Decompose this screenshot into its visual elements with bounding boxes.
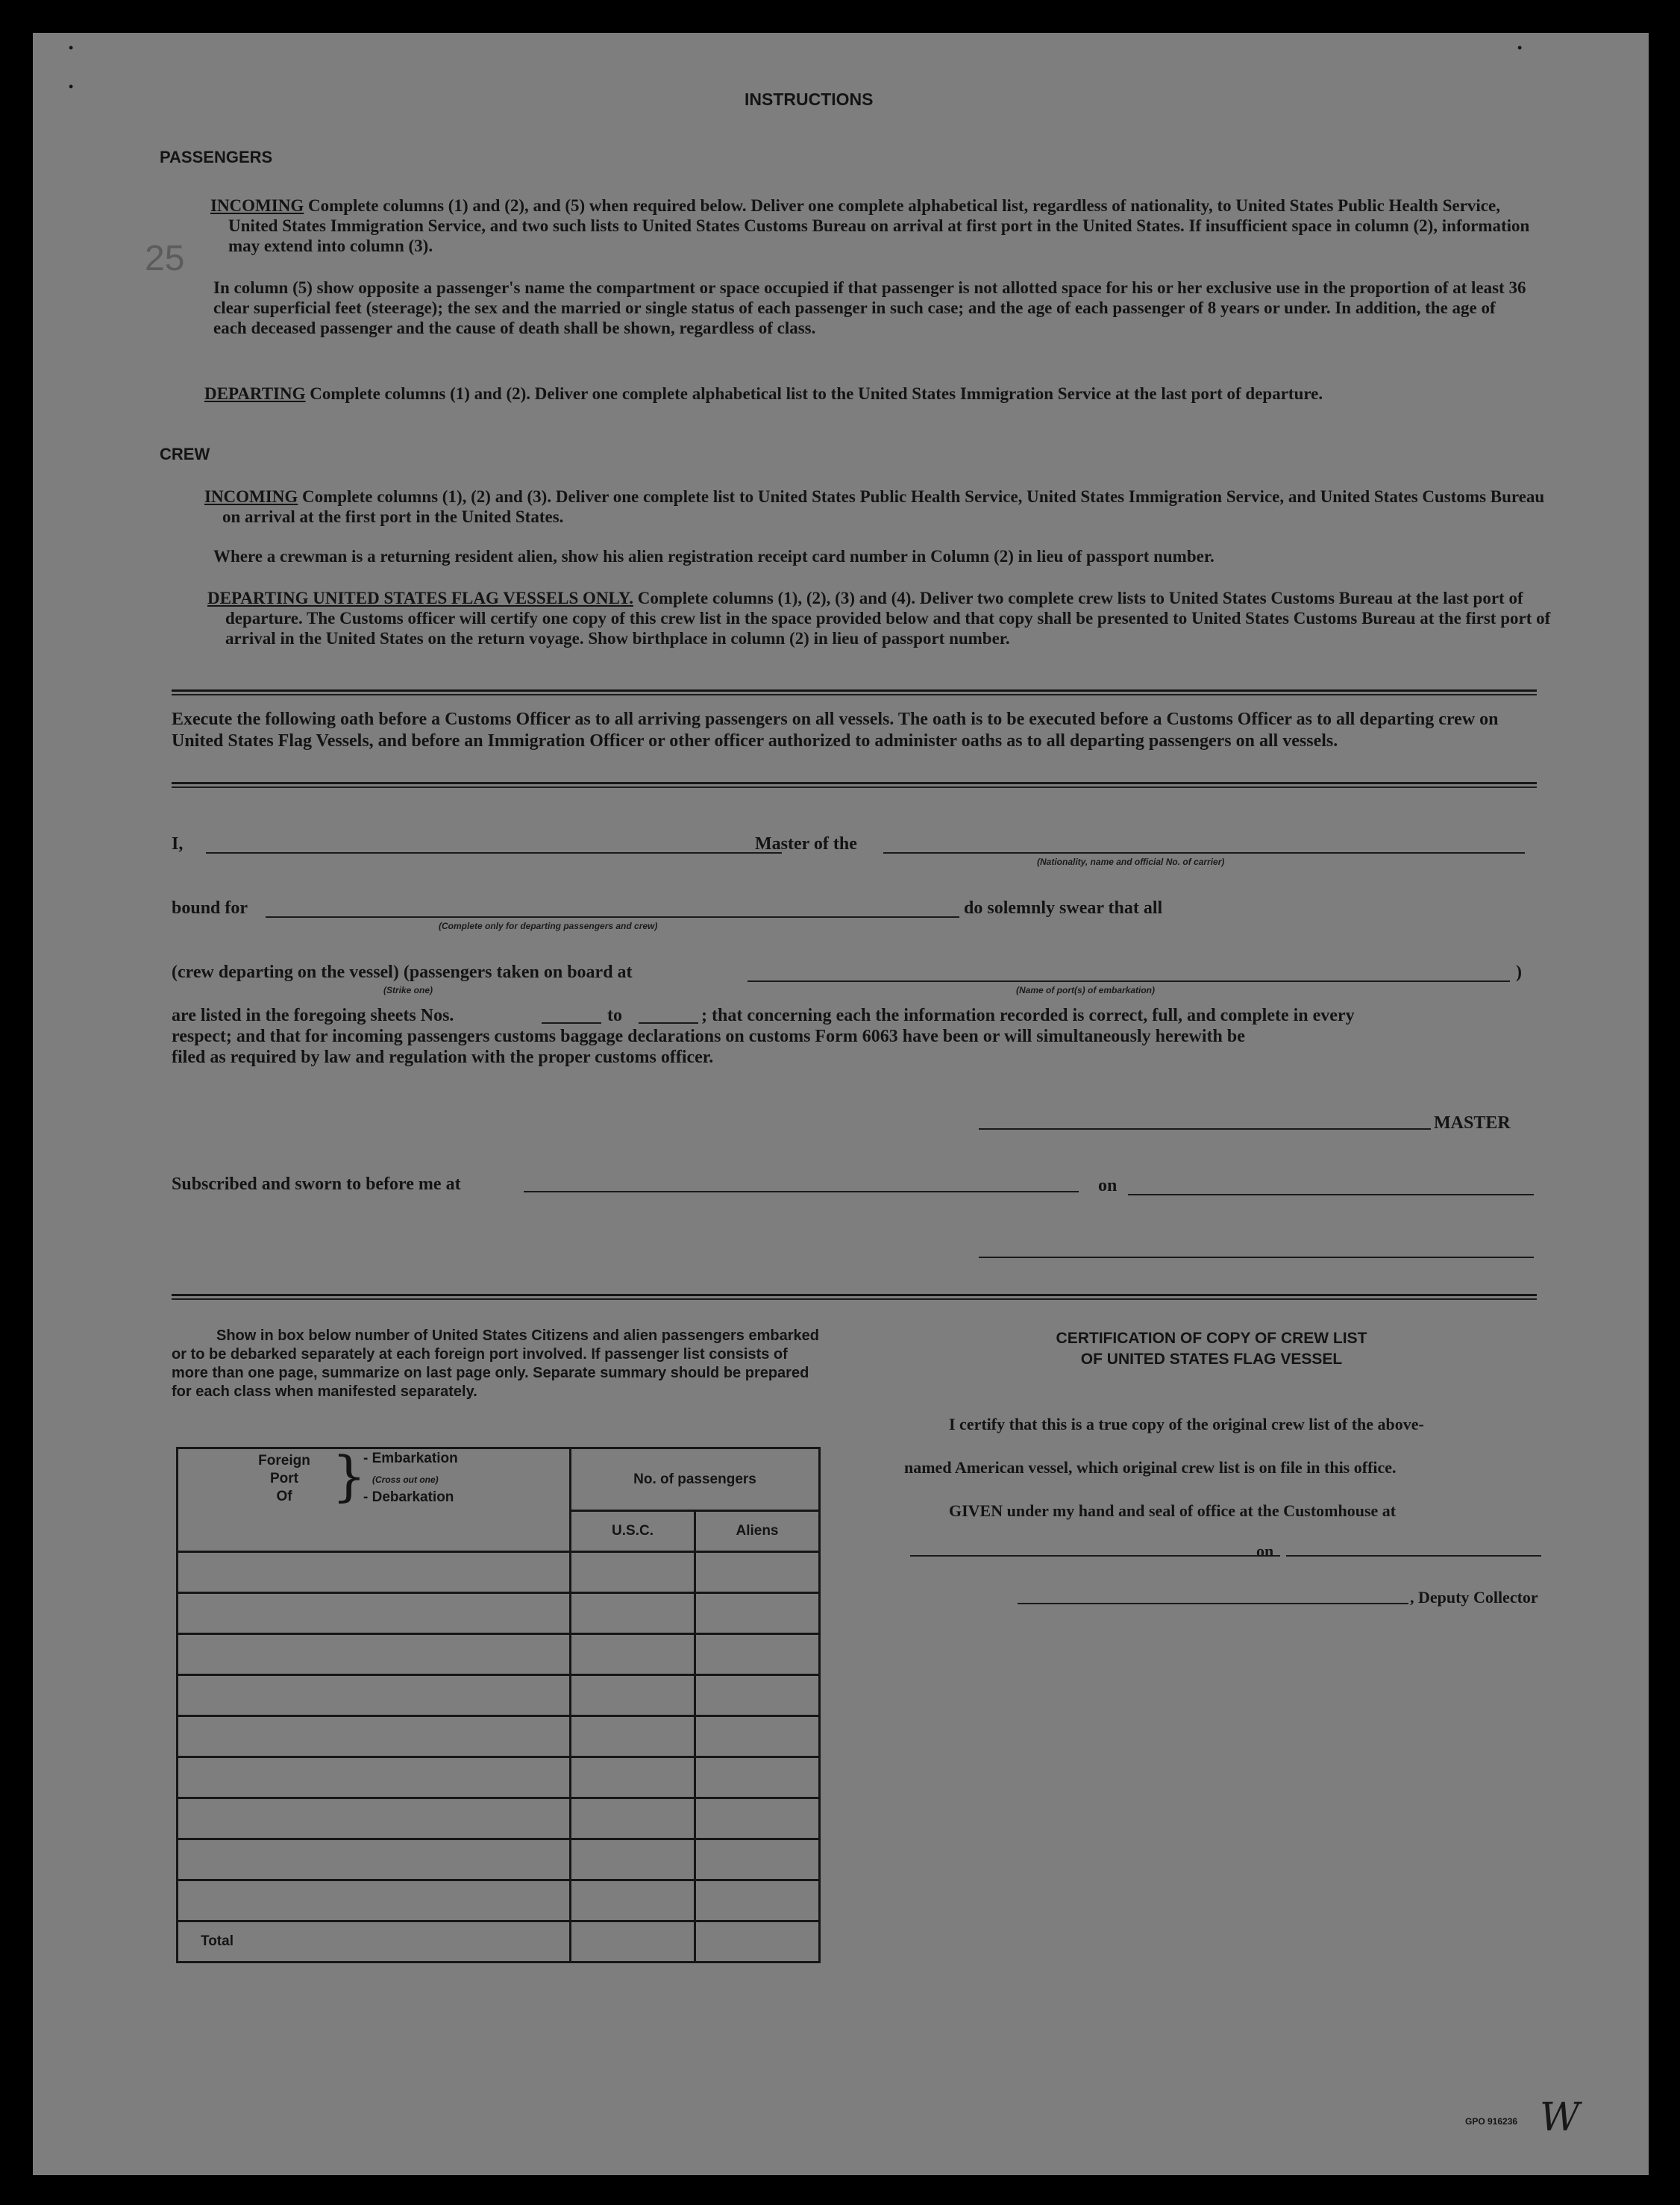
certification-title-line1: CERTIFICATION OF COPY OF CREW LIST (1056, 1330, 1367, 1347)
passengers-incoming (210, 196, 1547, 256)
cross-out-caption: (Cross out one) (372, 1474, 439, 1485)
table-row (178, 1798, 820, 1839)
usc-cell[interactable] (571, 1593, 695, 1634)
ports-caption: (Name of port(s) of embarkation) (1016, 985, 1156, 995)
embarkation-label: - Embarkation (363, 1451, 458, 1466)
sheets-text-start: are listed in the foregoing sheets Nos. (172, 1006, 454, 1025)
port-cell[interactable] (178, 1634, 571, 1675)
subscribed-label: Subscribed and sworn to before me at (172, 1175, 461, 1194)
gpo-footer: GPO 916236 (1465, 2116, 1518, 2127)
passengers-departing-text: Complete columns (1) and (2). Deliver one complete alphabetical list to the United States Immigration Service at the last port of departure. (310, 384, 1323, 403)
table-row (178, 1634, 820, 1675)
carrier-caption: (Nationality, name and official No. of carrier) (1037, 857, 1225, 867)
port-cell[interactable] (178, 1716, 571, 1757)
passengers-column5-note: In column (5) show opposite a passenger's name the compartment or space occupied if that passenger is not allotted space for his or her exclusive use in the proportion of at least 36 clear superficial feet (steerage); the sex and the married or single status of each passenger in such case; and the age of each passenger of 8 years or under. In addition, the age of each deceased passenger and the cause of death shall be shown, regardless of class. (213, 278, 1526, 337)
passengers-incoming-label: INCOMING (210, 196, 304, 215)
port-cell[interactable] (178, 1675, 571, 1716)
bound-for-caption: (Complete only for departing passengers and crew) (439, 921, 658, 931)
usc-cell[interactable] (571, 1716, 695, 1757)
margin-dot: • (69, 79, 74, 94)
divider (172, 1298, 1537, 1300)
deputy-collector-label: , Deputy Collector (1410, 1588, 1538, 1607)
divider (172, 1294, 1537, 1296)
strike-one-caption: (Strike one) (383, 985, 433, 995)
margin-dot: • (69, 40, 74, 55)
crew-passengers-label: (crew departing on the vessel) (passengers taken on board at (172, 963, 633, 982)
usc-header (571, 1511, 695, 1552)
sheets-from-field[interactable] (542, 1022, 601, 1024)
crew-departing (189, 588, 1565, 648)
debarkation-label: - Debarkation (363, 1489, 454, 1505)
table-row (178, 1675, 820, 1716)
certification-title (921, 1328, 1502, 1370)
deputy-collector-field[interactable] (1018, 1603, 1408, 1604)
total-row (178, 1921, 820, 1962)
passenger-summary-table (176, 1447, 821, 1963)
bound-for-label: bound for (172, 898, 248, 918)
aliens-cell[interactable] (695, 1716, 820, 1757)
table-row (178, 1880, 820, 1921)
passengers-departing (187, 384, 1565, 404)
sworn-date-field[interactable] (1128, 1194, 1534, 1195)
usc-cell[interactable] (571, 1798, 695, 1839)
usc-cell[interactable] (571, 1839, 695, 1880)
certification-title-line2: OF UNITED STATES FLAG VESSEL (1080, 1351, 1343, 1368)
aliens-cell[interactable] (695, 1675, 820, 1716)
sheets-text-line3: filed as required by law and regulation with the proper customs officer. (172, 1048, 714, 1067)
crew-heading: CREW (160, 445, 210, 463)
sworn-on-label: on (1098, 1176, 1118, 1195)
certify-line2: named American vessel, which original crew list is on file in this office. (904, 1458, 1397, 1477)
oath-i-label: I, (172, 834, 184, 854)
sheets-text-line2: respect; and that for incoming passengers customs baggage declarations on customs Form 6063 have been or will simultaneously herewith be (172, 1027, 1245, 1046)
aliens-cell[interactable] (695, 1552, 820, 1593)
aliens-total-cell[interactable] (695, 1921, 820, 1962)
page-title: INSTRUCTIONS (745, 90, 874, 109)
port-label: Port (270, 1471, 298, 1486)
brace-icon: } (332, 1445, 366, 1507)
aliens-cell[interactable] (695, 1880, 820, 1921)
certify-line1: I certify that this is a true copy of the original crew list of the above- (949, 1415, 1424, 1433)
aliens-label: Aliens (736, 1523, 779, 1539)
usc-cell[interactable] (571, 1634, 695, 1675)
cert-date-field[interactable] (1286, 1555, 1541, 1557)
port-cell[interactable] (178, 1757, 571, 1798)
sheets-to-field[interactable] (639, 1022, 698, 1024)
ports-field[interactable] (747, 980, 1510, 982)
certify-line3: GIVEN under my hand and seal of office at the Customhouse at (949, 1501, 1397, 1520)
crew-incoming (187, 487, 1565, 527)
master-signature-field[interactable] (979, 1128, 1431, 1130)
total-label: Total (201, 1933, 233, 1949)
port-cell[interactable] (178, 1593, 571, 1634)
passengers-count-header (571, 1448, 820, 1511)
usc-cell[interactable] (571, 1880, 695, 1921)
form-sheet (33, 33, 1649, 2175)
table-row (178, 1757, 820, 1798)
oath-instruction: Execute the following oath before a Customs Officer as to all arriving passengers on all vessels. The oath is to be executed before a Customs Officer as to all departing crew on United States Flag Vessels, and before an Immigration Officer or other officer authorized to administer oaths as to all departing passengers on all vessels. (172, 710, 1499, 751)
port-cell[interactable] (178, 1839, 571, 1880)
aliens-header (695, 1511, 820, 1552)
passengers-incoming-text: Complete columns (1) and (2), and (5) when required below. Deliver one complete alphabetical list, regardless of nationality, to United States Public Health Service, United States Immigration Service, and two such lists to United States Customs Bureau on arrival at first port in the United States. If insufficient space in column (2), information may extend into column (3). (228, 196, 1530, 255)
carrier-field[interactable] (883, 852, 1525, 854)
master-of-the-label: Master of the (755, 834, 857, 854)
crew-incoming-label: INCOMING (204, 487, 298, 506)
crew-departing-text: Complete columns (1), (2), (3) and (4). Deliver two complete crew lists to United States Customs Bureau at the last port of departure. The Customs officer will certify one copy of this crew list in the space provided below and that copy shall be presented to United States Customs Bureau at the first port of arrival in the United States on the return voyage. Show birthplace in column (2) in lieu of passport number. (225, 589, 1551, 648)
officer-signature-field[interactable] (979, 1257, 1534, 1258)
foreign-label: Foreign (258, 1453, 310, 1469)
aliens-cell[interactable] (695, 1593, 820, 1634)
usc-label: U.S.C. (612, 1523, 653, 1539)
port-cell[interactable] (178, 1552, 571, 1593)
master-name-field[interactable] (206, 852, 782, 854)
table-row (178, 1839, 820, 1880)
usc-cell[interactable] (571, 1757, 695, 1798)
num-passengers-label: No. of passengers (633, 1471, 756, 1487)
crew-departing-label: DEPARTING UNITED STATES FLAG VESSELS ONLY. (207, 589, 633, 607)
margin-dot: • (1517, 40, 1523, 55)
table-row (178, 1552, 820, 1593)
cert-on-label: on (1256, 1542, 1274, 1560)
divider (172, 782, 1537, 784)
summary-instruction: Show in box below number of United States Citizens and alien passengers embarked or to be debarked separately at each foreign port involved. If passenger list consists of more than one page, summarize on last page only. Separate summary should be prepared for each class when manifested separately. (172, 1327, 819, 1400)
swear-label: do solemnly swear that all (964, 898, 1163, 918)
aliens-cell[interactable] (695, 1757, 820, 1798)
divider (172, 694, 1537, 695)
sheets-text-continued: ; that concerning each the information recorded is correct, full, and complete in every (701, 1006, 1355, 1025)
divider (172, 689, 1537, 692)
usc-cell[interactable] (571, 1552, 695, 1593)
divider (172, 786, 1537, 788)
port-cell[interactable] (178, 1798, 571, 1839)
aliens-cell[interactable] (695, 1634, 820, 1675)
bound-for-field[interactable] (266, 916, 959, 918)
crew-resident-note: Where a crewman is a returning resident alien, show his alien registration receipt card number in Column (2) in lieu of passport number. (213, 547, 1214, 566)
sworn-location-field[interactable] (524, 1191, 1079, 1192)
close-paren: ) (1516, 963, 1522, 982)
crew-incoming-text: Complete columns (1), (2) and (3). Deliver one complete list to United States Public Health Service, United States Immigration Service, and United States Customs Bureau on arrival at the first port in the United States. (222, 487, 1545, 526)
usc-total-cell[interactable] (571, 1921, 695, 1962)
passengers-departing-label: DEPARTING (204, 384, 306, 403)
aliens-cell[interactable] (695, 1798, 820, 1839)
passengers-heading: PASSENGERS (160, 148, 273, 166)
sheets-to-label: to (607, 1006, 622, 1025)
aliens-cell[interactable] (695, 1839, 820, 1880)
handwritten-mark: W (1540, 2095, 1580, 2140)
port-header-cell (178, 1445, 571, 1552)
master-label: MASTER (1434, 1113, 1511, 1133)
total-label-cell (178, 1921, 571, 1962)
margin-pencil-number: 25 (145, 239, 185, 278)
table-row (178, 1593, 820, 1634)
customhouse-field[interactable] (910, 1555, 1280, 1557)
table-row (178, 1716, 820, 1757)
of-label: Of (276, 1489, 292, 1504)
port-cell[interactable] (178, 1880, 571, 1921)
usc-cell[interactable] (571, 1675, 695, 1716)
foreign-port-of (253, 1452, 316, 1506)
